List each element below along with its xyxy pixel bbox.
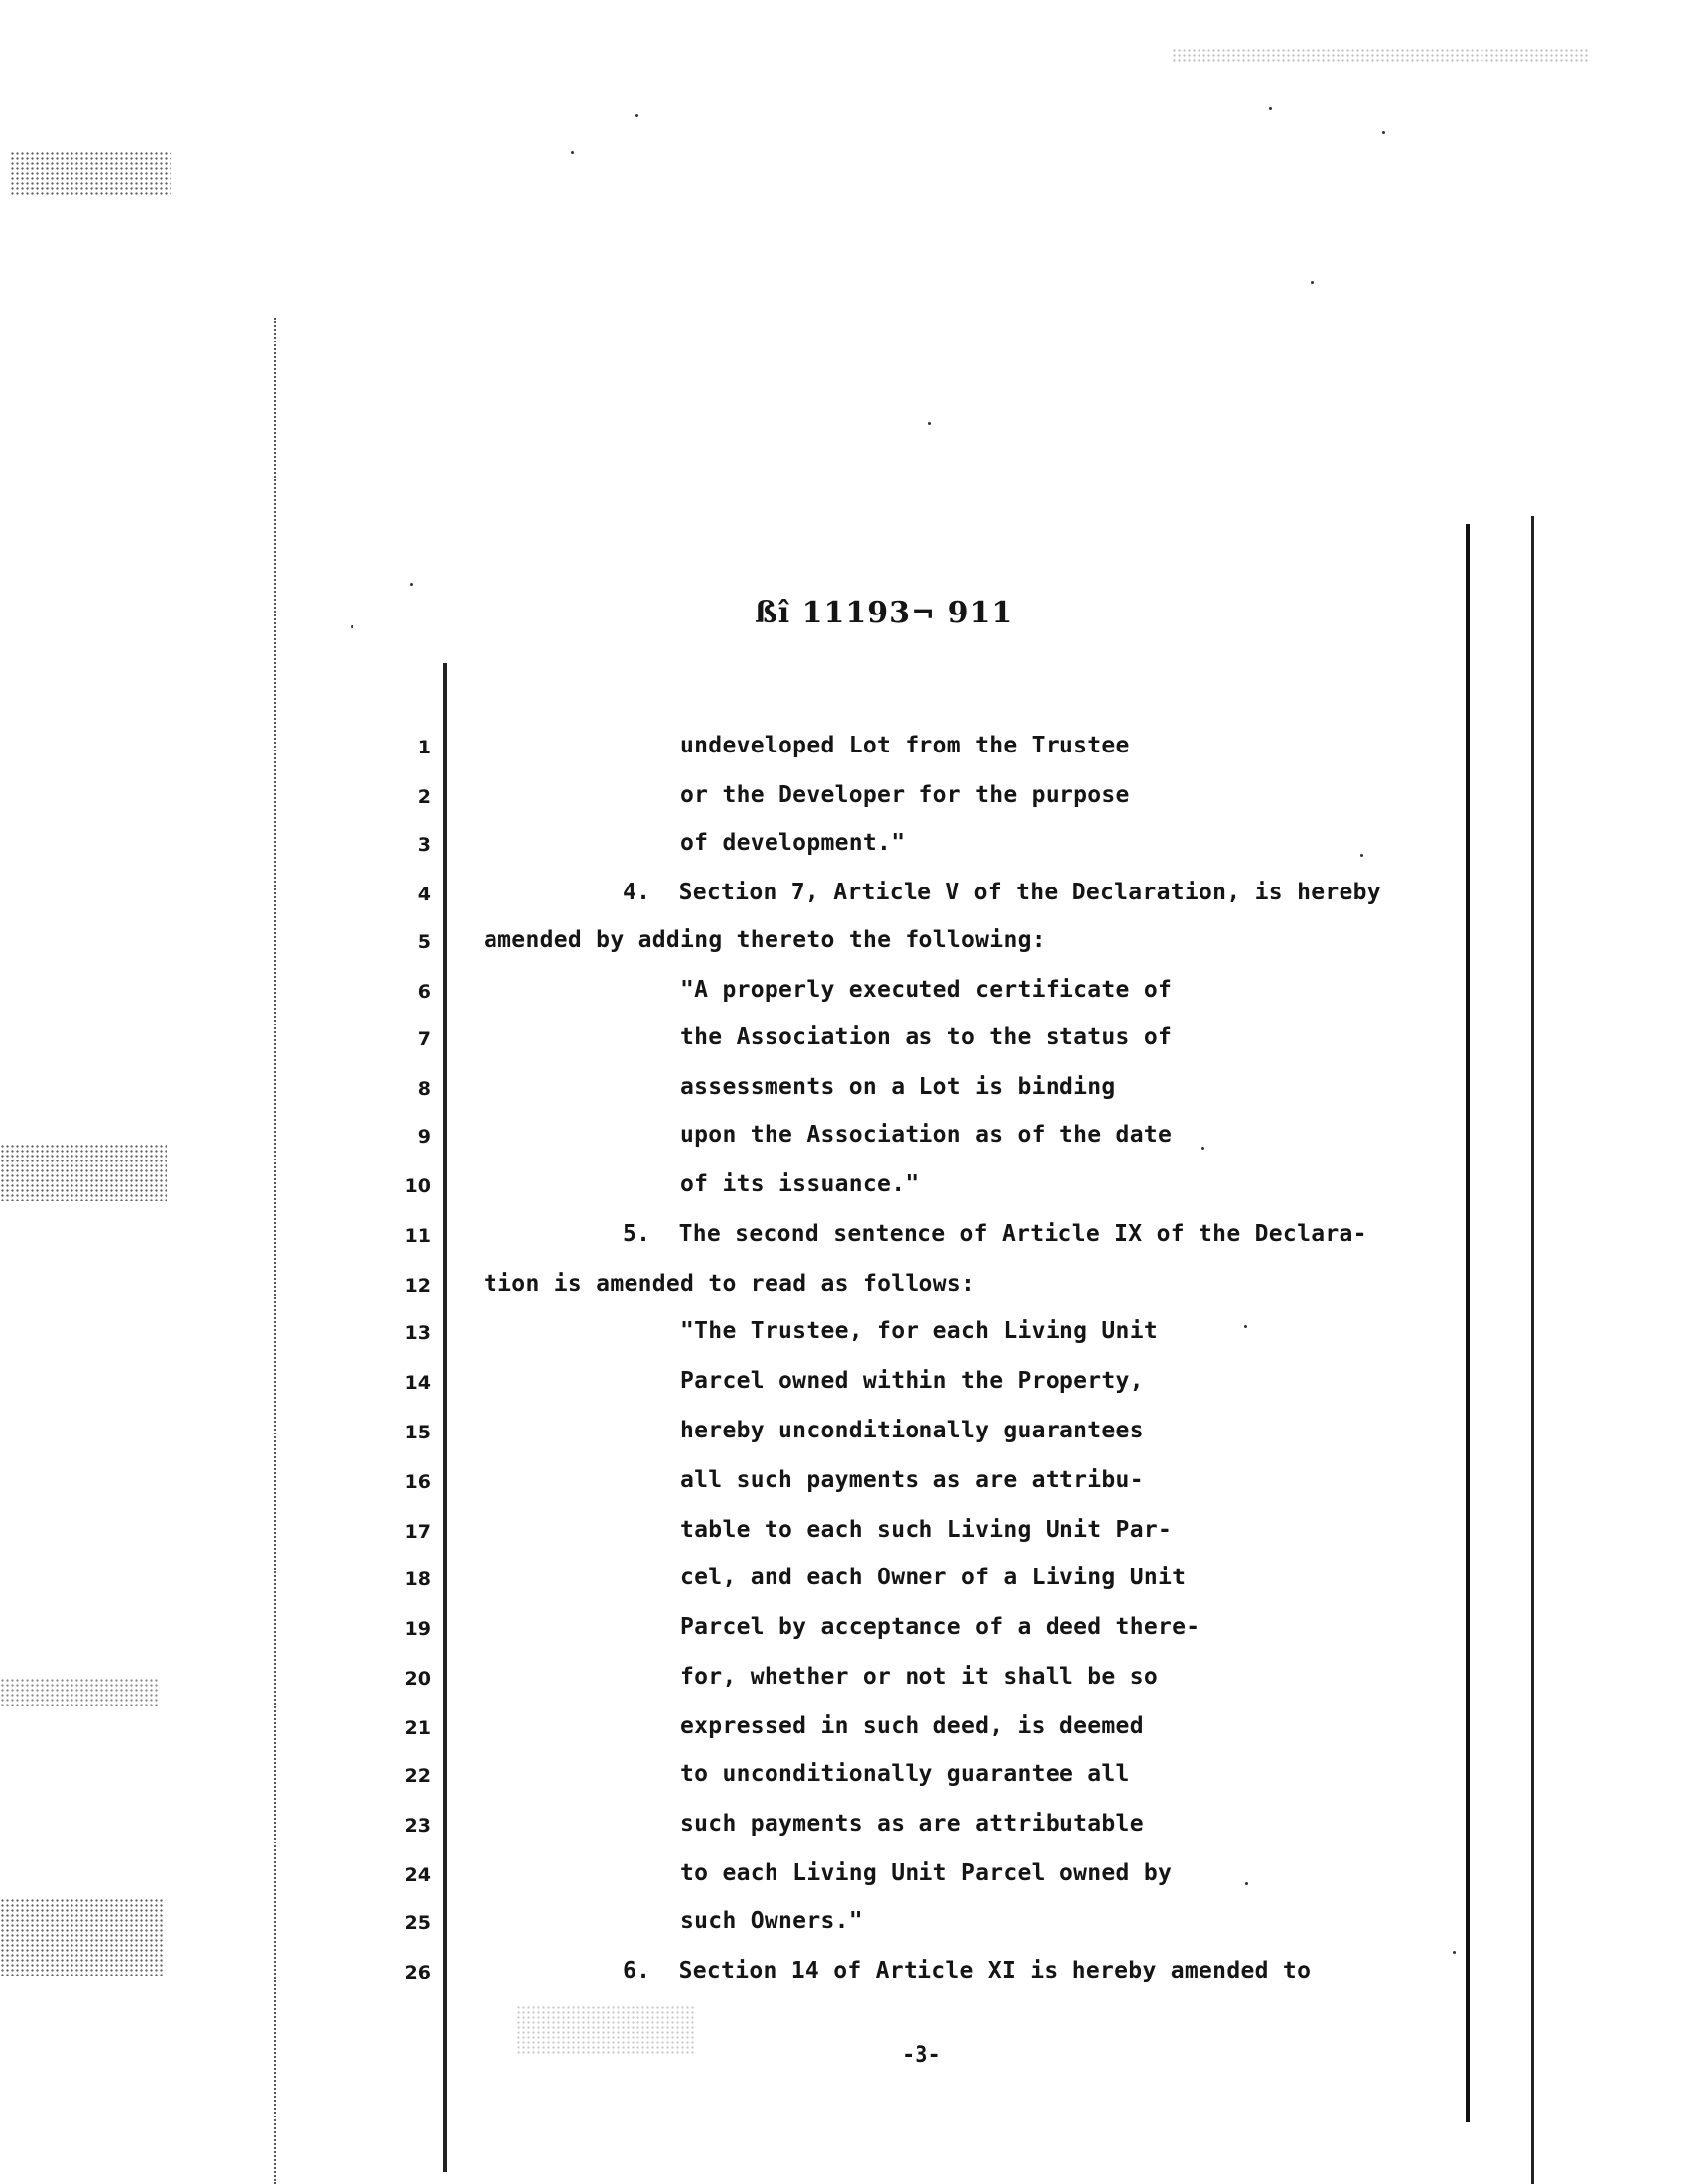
scan-dot [1360,854,1363,857]
body-line: assessments on a Lot is binding [680,1074,1116,1100]
line-number: 1 [417,737,431,758]
scan-speckle-bottom-center [516,2005,695,2055]
body-line: tion is amended to read as follows: [484,1271,976,1297]
line-number: 10 [404,1175,431,1197]
line-number: 4 [417,884,431,905]
line-number: 13 [404,1322,431,1344]
body-line: all such payments as are attribu- [680,1467,1144,1493]
body-line: "The Trustee, for each Living Unit [680,1318,1159,1344]
body-line: of its issuance." [680,1171,919,1197]
body-line: expressed in such deed, is deemed [680,1713,1144,1739]
body-line: such payments as are attributable [680,1811,1144,1837]
recording-stamp: ßî 11193¬ 911 [755,596,1014,630]
body-line: table to each such Living Unit Par- [680,1517,1173,1543]
body-line: undeveloped Lot from the Trustee [680,733,1130,758]
line-number: 2 [417,786,431,808]
scan-dot [571,151,574,154]
body-line: 6. Section 14 of Article XI is hereby amended to [623,1958,1312,1983]
body-line: Parcel by acceptance of a deed there- [680,1614,1200,1640]
line-number: 9 [417,1126,431,1148]
body-line: 5. The second sentence of Article IX of the Declara- [623,1221,1367,1247]
line-number: 17 [404,1521,431,1543]
line-number: 8 [417,1078,431,1100]
body-line: 4. Section 7, Article V of the Declaration, is hereby [623,880,1381,905]
line-number: 11 [404,1225,431,1247]
scan-speckle-left-mid [0,1144,167,1201]
line-number: 25 [404,1912,431,1934]
line-number: 12 [404,1275,431,1297]
scan-dot [1245,1882,1248,1885]
line-number: 21 [404,1717,431,1739]
scan-dot [1311,281,1314,284]
line-number: 7 [417,1028,431,1050]
line-number: 14 [404,1372,431,1394]
scan-speckle-left-bottom [0,1898,164,1976]
scan-dot [1453,1951,1456,1954]
scan-dot [1382,131,1385,134]
scan-dot [1201,1147,1204,1150]
scan-dot [1269,107,1272,110]
body-line: Parcel owned within the Property, [680,1368,1144,1394]
line-number-rule [443,663,447,2172]
body-line: such Owners." [680,1908,863,1934]
line-number: 20 [404,1668,431,1690]
body-line: to each Living Unit Parcel owned by [680,1860,1173,1886]
line-number: 15 [404,1422,431,1443]
scan-dot [410,583,413,586]
body-line: the Association as to the status of [680,1024,1173,1050]
line-number: 16 [404,1471,431,1493]
line-number: 5 [417,931,431,953]
body-line: to unconditionally guarantee all [680,1761,1130,1787]
scan-dot [635,114,638,117]
line-number: 24 [404,1864,431,1886]
body-line: hereby unconditionally guarantees [680,1418,1144,1443]
scan-speckle-top-left [10,151,171,197]
scan-dot [1244,1325,1247,1328]
body-line: for, whether or not it shall be so [680,1664,1159,1690]
body-line: or the Developer for the purpose [680,782,1130,808]
scan-dot [928,422,931,425]
body-line: "A properly executed certificate of [680,977,1173,1003]
line-number: 19 [404,1618,431,1640]
body-line: upon the Association as of the date [680,1122,1173,1148]
line-number: 22 [404,1765,431,1787]
line-number: 18 [404,1569,431,1590]
body-line: cel, and each Owner of a Living Unit [680,1565,1187,1590]
scan-speckle-left-lower [0,1678,159,1707]
scan-speckle-top-right [1172,48,1589,62]
page-number: -3- [902,2043,941,2068]
scan-dot [351,625,353,628]
line-number: 3 [417,834,431,856]
body-line: amended by adding thereto the following: [484,927,1046,953]
line-number: 26 [404,1962,431,1983]
body-line: of development." [680,830,906,856]
line-number: 23 [404,1815,431,1837]
right-margin-rule-inner [1466,524,1470,2122]
left-margin-dotted-rule [274,318,276,2184]
line-number: 6 [417,981,431,1003]
right-margin-rule-outer [1531,516,1534,2184]
